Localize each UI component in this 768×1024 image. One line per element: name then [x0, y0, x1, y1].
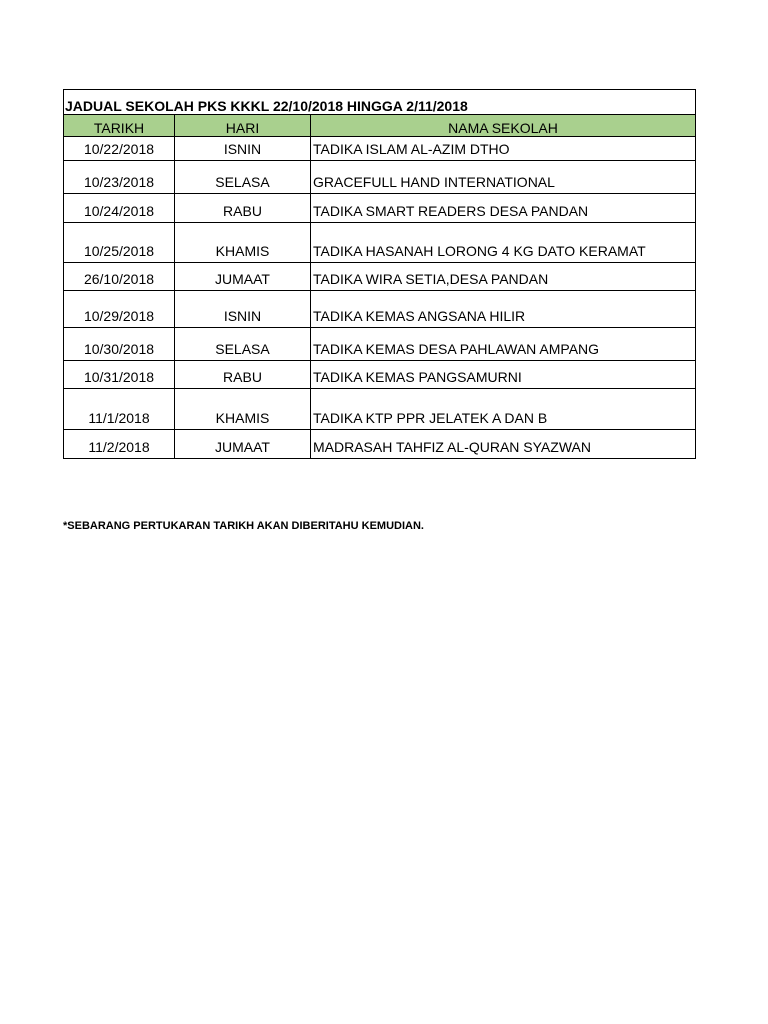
table-row: [64, 430, 696, 459]
school-name-cell: TADIKA KEMAS DESA PAHLAWAN AMPANG: [311, 328, 696, 361]
title-row: [64, 90, 696, 115]
table-row: [64, 389, 696, 430]
date-cell: 10/23/2018: [64, 161, 175, 194]
school-name-cell: TADIKA KTP PPR JELATEK A DAN B: [311, 389, 696, 430]
column-header-nama-sekolah: NAMA SEKOLAH: [311, 115, 696, 137]
school-name-cell: TADIKA KEMAS PANGSAMURNI: [311, 361, 696, 389]
date-cell: 10/22/2018: [64, 137, 175, 161]
school-name-cell: TADIKA SMART READERS DESA PANDAN: [311, 194, 696, 223]
school-name-cell: TADIKA ISLAM AL-AZIM DTHO: [311, 137, 696, 161]
column-header-tarikh: TARIKH: [64, 115, 175, 137]
school-name-cell: TADIKA WIRA SETIA,DESA PANDAN: [311, 263, 696, 291]
date-cell: 11/2/2018: [64, 430, 175, 459]
table-row: [64, 223, 696, 263]
school-name-cell: TADIKA HASANAH LORONG 4 KG DATO KERAMAT: [311, 223, 696, 263]
school-name-cell: MADRASAH TAHFIZ AL-QURAN SYAZWAN: [311, 430, 696, 459]
table-row: [64, 263, 696, 291]
date-cell: 26/10/2018: [64, 263, 175, 291]
day-cell: SELASA: [175, 161, 311, 194]
schedule-sheet: [63, 89, 695, 459]
date-cell: 11/1/2018: [64, 389, 175, 430]
table-row: [64, 361, 696, 389]
table-row: [64, 291, 696, 328]
schedule-body: [64, 137, 696, 459]
day-cell: ISNIN: [175, 291, 311, 328]
date-cell: 10/24/2018: [64, 194, 175, 223]
school-name-cell: TADIKA KEMAS ANGSANA HILIR: [311, 291, 696, 328]
day-cell: RABU: [175, 361, 311, 389]
footnote: *SEBARANG PERTUKARAN TARIKH AKAN DIBERITAHU KEMUDIAN.: [63, 520, 424, 532]
date-cell: 10/31/2018: [64, 361, 175, 389]
day-cell: JUMAAT: [175, 263, 311, 291]
table-row: [64, 137, 696, 161]
table-row: [64, 161, 696, 194]
day-cell: KHAMIS: [175, 223, 311, 263]
header-row: [64, 115, 696, 137]
day-cell: KHAMIS: [175, 389, 311, 430]
day-cell: ISNIN: [175, 137, 311, 161]
schedule-title: JADUAL SEKOLAH PKS KKKL 22/10/2018 HINGGA 2/11/2018: [64, 90, 696, 115]
day-cell: JUMAAT: [175, 430, 311, 459]
table-row: [64, 194, 696, 223]
date-cell: 10/25/2018: [64, 223, 175, 263]
day-cell: RABU: [175, 194, 311, 223]
day-cell: SELASA: [175, 328, 311, 361]
date-cell: 10/29/2018: [64, 291, 175, 328]
date-cell: 10/30/2018: [64, 328, 175, 361]
schedule-table: [63, 89, 696, 459]
column-header-hari: HARI: [175, 115, 311, 137]
school-name-cell: GRACEFULL HAND INTERNATIONAL: [311, 161, 696, 194]
table-row: [64, 328, 696, 361]
